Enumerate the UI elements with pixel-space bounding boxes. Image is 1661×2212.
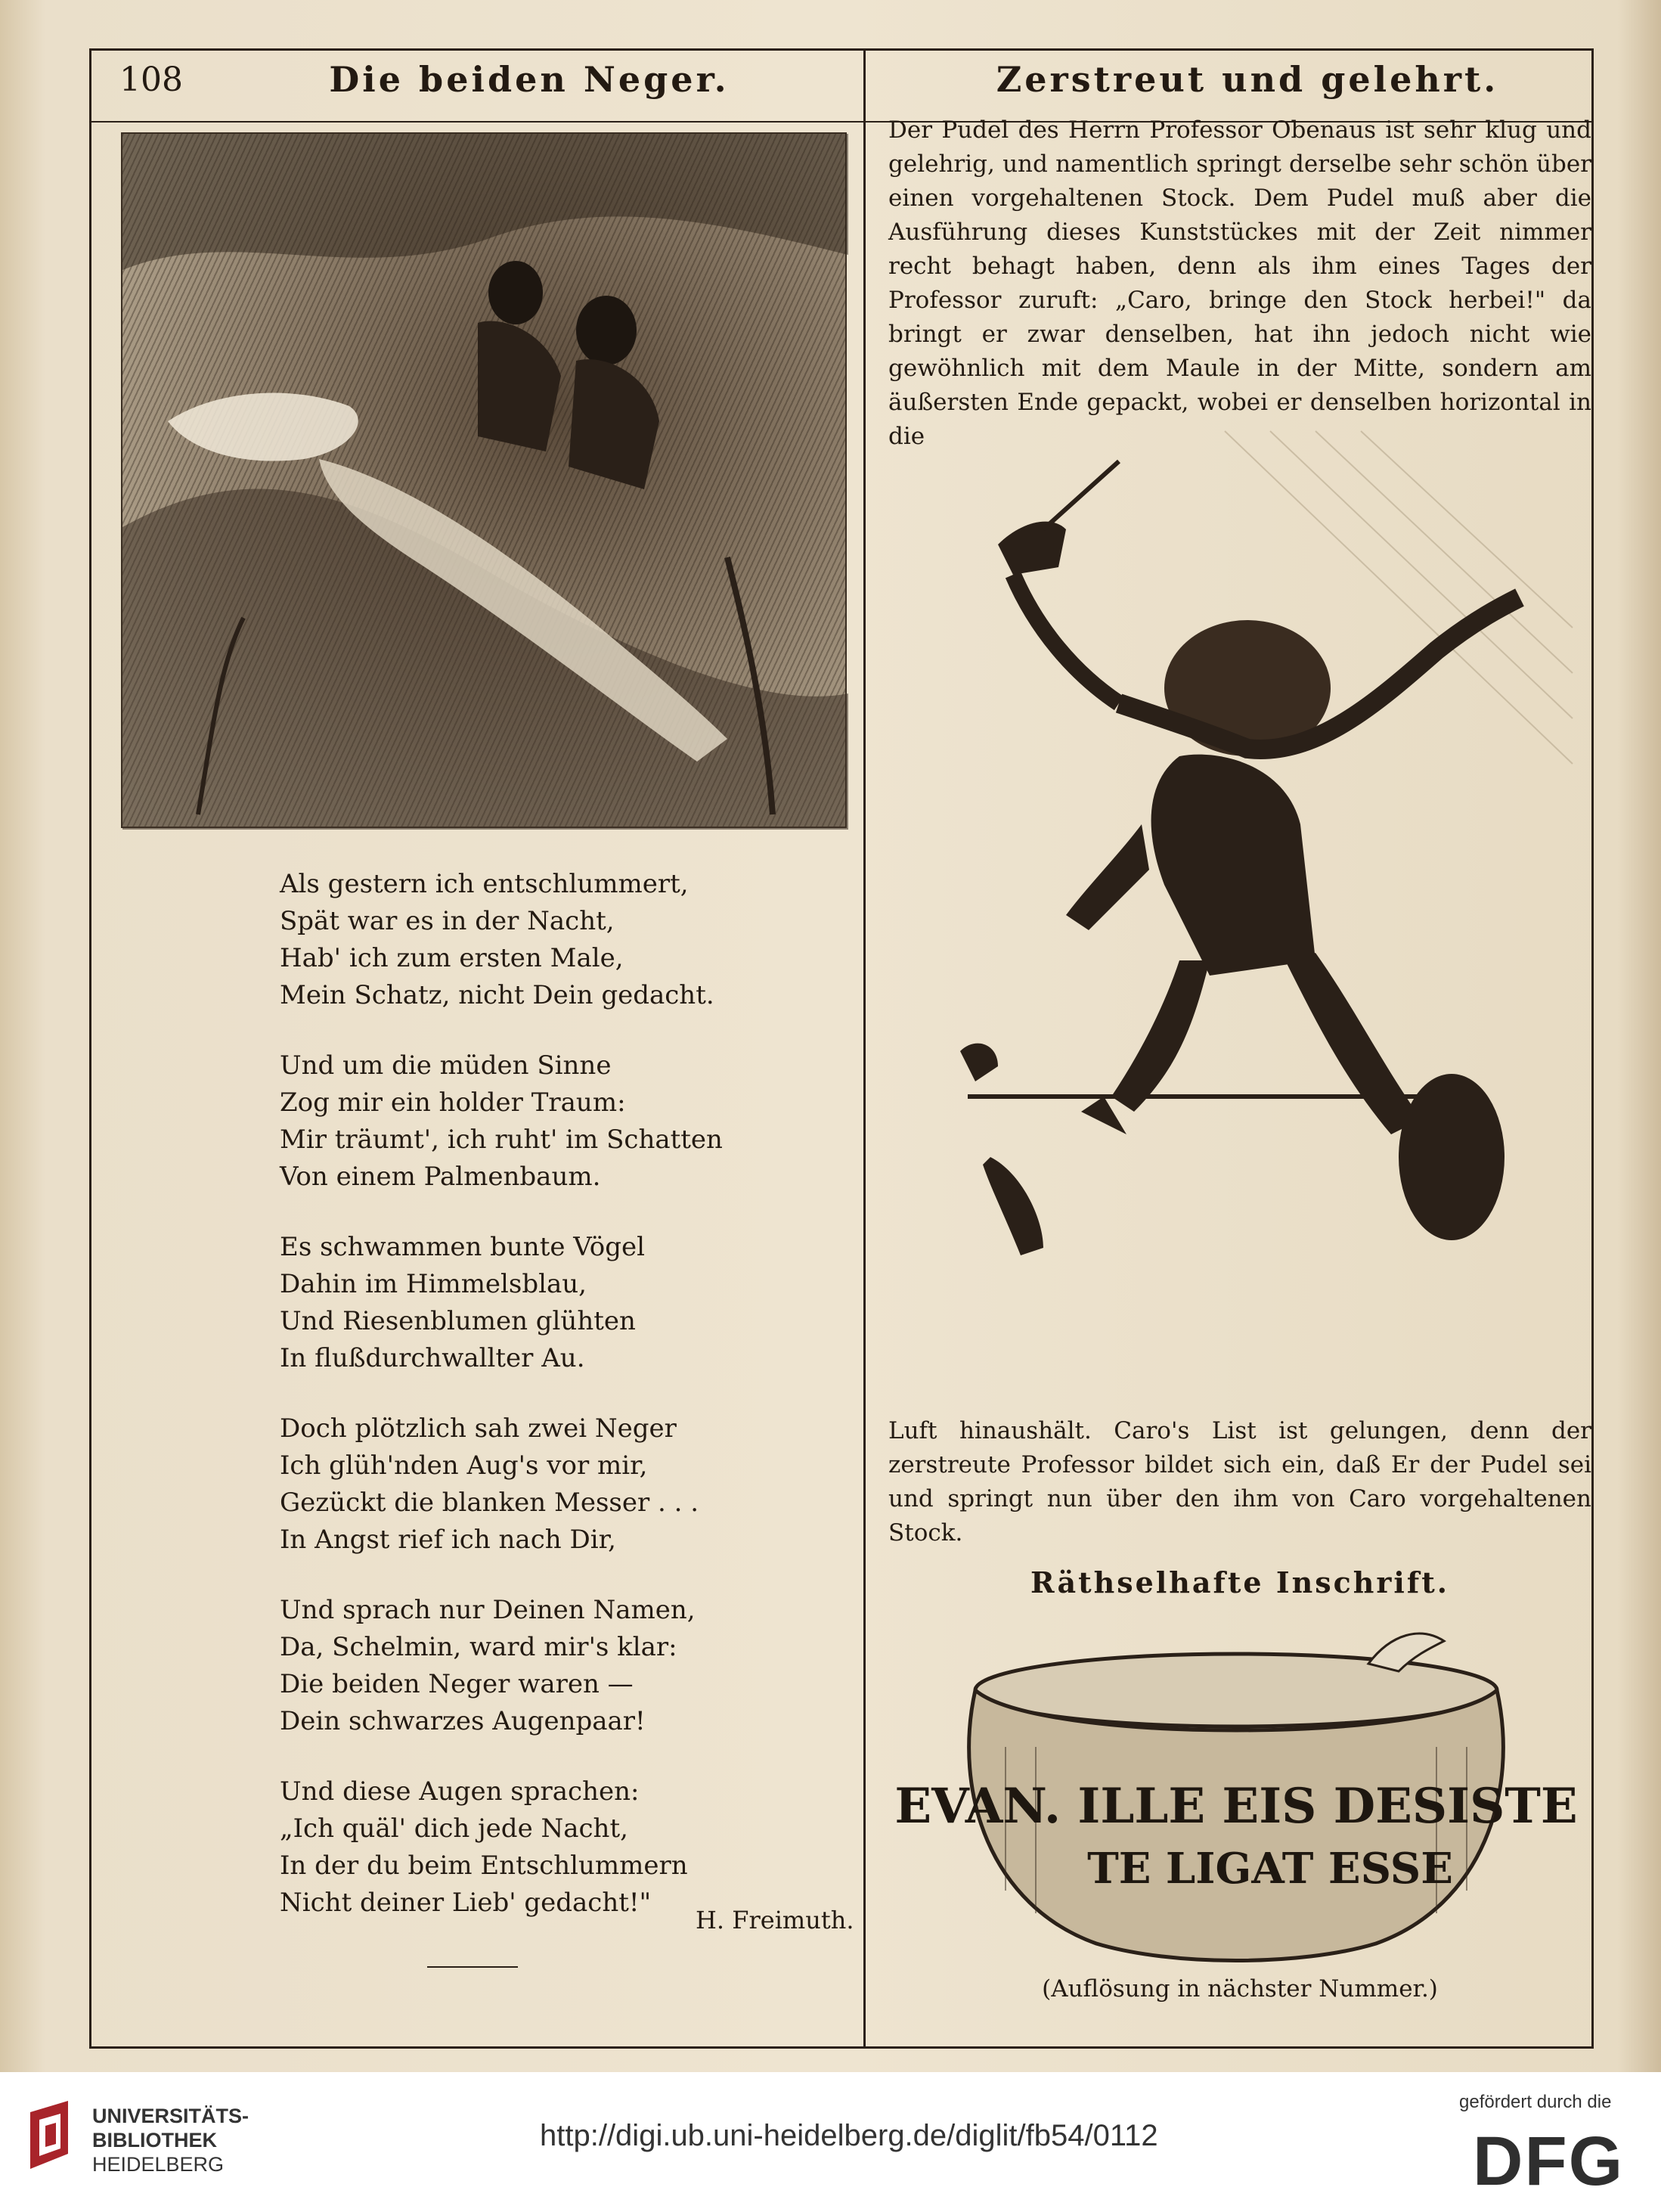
end-rule (427, 1966, 518, 1968)
poem-line: Es schwammen bunte Vögel (280, 1232, 645, 1262)
library-name-line2: BIBLIOTHEK (92, 2129, 217, 2152)
dfg-logo[interactable]: DFG (1473, 2123, 1625, 2200)
left-column-title: Die beiden Neger. (329, 59, 730, 100)
pot-engraving (894, 1603, 1578, 1966)
poem-line: Und Riesenblumen glühten (280, 1306, 636, 1336)
poem-line: Und um die müden Sinne (280, 1050, 612, 1081)
library-logo-icon[interactable] (23, 2097, 83, 2180)
poem-stanza (280, 1592, 824, 1740)
poem-line: Mir träumt', ich ruht' im Schatten (280, 1125, 723, 1155)
poem-line: Ich glüh'nden Aug's vor mir, (280, 1450, 648, 1481)
pot-inscription-line2: TE LIGAT ESSE (1087, 1844, 1453, 1894)
article-paragraph-top: Der Pudel des Herrn Professor Obenaus ist sehr klug und gelehrig, und namentlich springt derselbe sehr schön über einen vorgehaltenen Stock. Dem Pudel muß aber die Ausführung dieses Kunststückes mit der Zeit nimmer recht behagt haben, denn als ihm eines Tages der Professor zuruft: „Caro, bringe den Stock herbei!" da bringt er zwar denselben, hat ihn jedoch nicht wie gewöhnlich mit dem Maule in der Mitte, sondern am äußersten Ende gepackt, wobei er denselben horizontal in die (888, 116, 1591, 450)
poem-stanza (280, 866, 824, 1014)
poem-line: In Angst rief ich nach Dir, (280, 1525, 616, 1555)
library-name-line3: HEIDELBERG (92, 2153, 225, 2176)
professor-engraving (892, 431, 1573, 1399)
poem-line: Zog mir ein holder Traum: (280, 1087, 626, 1118)
poem-author: H. Freimuth. (696, 1906, 854, 1934)
pot-illustration (894, 1603, 1578, 1966)
poem-line: Da, Schelmin, ward mir's klar: (280, 1632, 677, 1662)
library-name[interactable] (92, 2104, 249, 2176)
poem-line: In der du beim Entschlummern (280, 1851, 688, 1881)
riddle-caption: (Auflösung in nächster Nummer.) (1042, 1975, 1438, 2003)
poem-line: Dahin im Himmelsblau, (280, 1269, 587, 1299)
permalink-url[interactable]: http://digi.ub.uni-heidelberg.de/diglit/fb54/0112 (540, 2119, 1158, 2152)
poem-line: Gezückt die blanken Messer . . . (280, 1488, 699, 1518)
poem-line: Und sprach nur Deinen Namen, (280, 1595, 696, 1625)
poem-line: Doch plötzlich sah zwei Neger (280, 1413, 677, 1444)
poem-line: Und diese Augen sprachen: (280, 1776, 640, 1807)
poem-line: „Ich quäl' dich jede Nacht, (280, 1813, 628, 1844)
professor-illustration (892, 431, 1573, 1399)
library-name-line1: UNIVERSITÄTS- (92, 2105, 249, 2127)
poem-line: Spät war es in der Nacht, (280, 906, 615, 936)
poem-line: In flußdurchwallter Au. (280, 1343, 585, 1373)
poem-line: Die beiden Neger waren — (280, 1669, 634, 1699)
poem-line: Hab' ich zum ersten Male, (280, 943, 624, 973)
poem-line: Als gestern ich entschlummert, (280, 869, 689, 899)
poem-line: Nicht deiner Lieb' gedacht!" (280, 1888, 652, 1918)
poem-stanza (280, 1047, 824, 1196)
jungle-engraving (122, 134, 848, 830)
poem-line: Mein Schatz, nicht Dein gedacht. (280, 980, 714, 1010)
right-column-title: Zerstreut und gelehrt. (996, 59, 1499, 100)
poem-line: Von einem Palmenbaum. (280, 1162, 601, 1192)
poem-stanza (280, 1410, 824, 1559)
riddle-title: Räthselhafte Inschrift. (1030, 1565, 1449, 1599)
funded-by-label: gefördert durch die (1459, 2092, 1612, 2112)
pot-inscription-line1: EVAN. ILLE EIS DESISTE (894, 1778, 1578, 1835)
poem-stanza (280, 1229, 824, 1377)
page-number: 108 (119, 60, 183, 99)
article-paragraph-bottom: Luft hinaushält. Caro's List ist gelungen, denn der zerstreute Professor bildet sich ein, daß Er der Pudel sei und springt nun über den ihm von Caro vorgehaltenen Stock. (888, 1417, 1591, 1547)
viewer-footer (0, 2072, 1661, 2212)
poem (280, 866, 824, 1955)
poem-line: Dein schwarzes Augenpaar! (280, 1706, 646, 1736)
jungle-illustration (121, 132, 847, 828)
column-divider (863, 48, 866, 2049)
poem-stanza (280, 1773, 824, 1922)
